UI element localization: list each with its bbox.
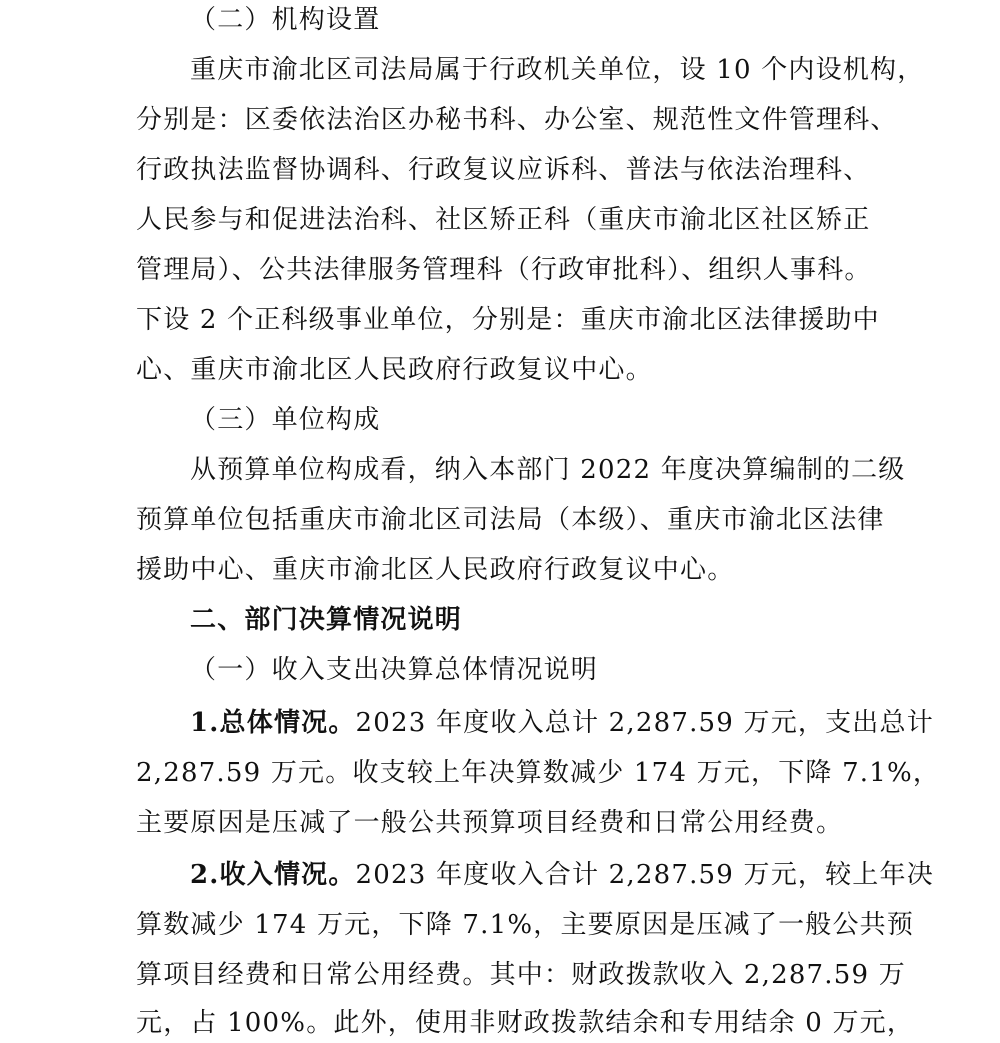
paragraph-line-income <box>190 855 934 895</box>
paragraph-line-overall <box>190 703 934 743</box>
income-text: 2023 年度收入合计 2,287.59 万元，较上年决 <box>355 860 934 890</box>
paragraph-line: 元，占 100%。此外，使用非财政拨款结余和专用结余 0 万元， <box>136 1008 915 1038</box>
paragraph-line: 从预算单位构成看，纳入本部门 2022 年度决算编制的二级 <box>190 455 906 485</box>
section-heading-org-setup: （二）机构设置 <box>190 5 381 35</box>
paragraph-line: 算项目经费和日常公用经费。其中：财政拨款收入 2,287.59 万 <box>136 960 906 990</box>
paragraph-line: 行政执法监督协调科、行政复议应诉科、普法与依法治理科、 <box>136 155 871 185</box>
part-heading-department-accounts: 二、部门决算情况说明 <box>190 605 463 635</box>
paragraph-line: 预算单位包括重庆市渝北区司法局（本级）、重庆市渝北区法律 <box>136 505 885 535</box>
section-heading-unit-composition: （三）单位构成 <box>190 405 381 435</box>
paragraph-line: 援助中心、重庆市渝北区人民政府行政复议中心。 <box>136 555 735 585</box>
paragraph-line: 主要原因是压减了一般公共预算项目经费和日常公用经费。 <box>136 808 844 838</box>
paragraph-line: 人民参与和促进法治科、社区矫正科（重庆市渝北区社区矫正 <box>136 205 871 235</box>
income-label: 2.收入情况。 <box>190 860 356 890</box>
paragraph-line: 心、重庆市渝北区人民政府行政复议中心。 <box>136 355 653 385</box>
section-heading-income-expenditure: （一）收入支出决算总体情况说明 <box>190 655 599 685</box>
overall-text: 2023 年度收入总计 2,287.59 万元，支出总计 <box>355 708 934 738</box>
paragraph-line: 分别是：区委依法治区办秘书科、办公室、规范性文件管理科、 <box>136 105 898 135</box>
paragraph-line: 下设 2 个正科级事业单位，分别是：重庆市渝北区法律援助中 <box>136 305 880 335</box>
overall-label: 1.总体情况。 <box>190 708 356 738</box>
paragraph-line: 重庆市渝北区司法局属于行政机关单位，设 10 个内设机构， <box>190 55 925 85</box>
paragraph-line: 2,287.59 万元。收支较上年决算数减少 174 万元，下降 7.1%， <box>136 758 941 788</box>
paragraph-line: 算数减少 174 万元，下降 7.1%，主要原因是压减了一般公共预 <box>136 910 915 940</box>
paragraph-line: 管理局）、公共法律服务管理科（行政审批科）、组织人事科。 <box>136 255 872 285</box>
